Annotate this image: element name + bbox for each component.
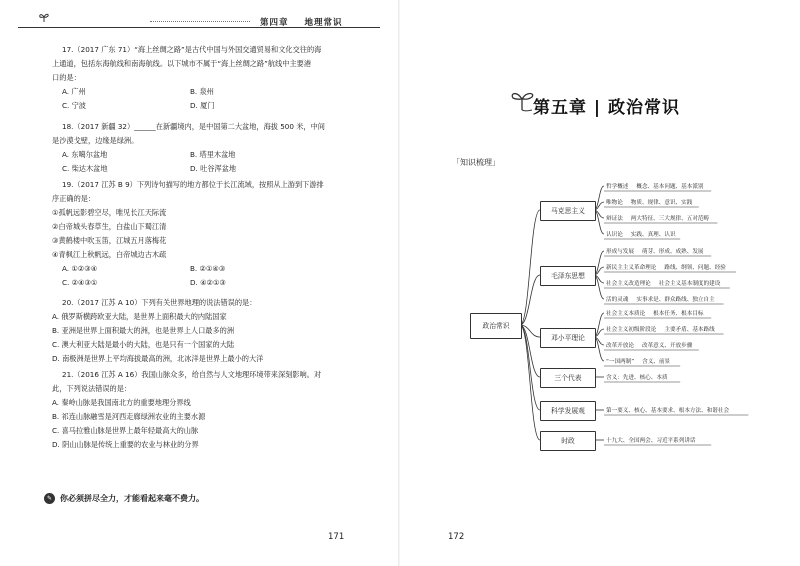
answer-option: C. ②④③①: [62, 278, 98, 287]
leaf-topic: 含义：先进、核心、本质: [606, 375, 668, 381]
mindmap-leaf: [606, 230, 684, 238]
section-title: 「知识梳理」: [452, 158, 500, 167]
bulb-icon: ✎: [44, 493, 55, 504]
leaf-topic: 新民主主义革命理论: [606, 265, 657, 271]
mindmap-branch: 马克思主义: [540, 201, 596, 221]
answer-option: B. ②①④③: [190, 264, 226, 273]
header-title: 地理常识: [304, 18, 343, 28]
mindmap-leaf: [606, 247, 712, 255]
question-line: 21.（2016 江苏 A 16）我国山脉众多，给自然与人文地理环境带来深刻影响。对: [62, 370, 322, 379]
mindmap-leaf: [606, 373, 676, 381]
mindmap-branch: 邓小平理论: [540, 328, 596, 348]
leaf-topic: 哲学概述: [606, 184, 629, 190]
question-line: D. 南极洲是世界上平均海拔最高的洲，北冰洋是世界上最小的大洋: [52, 354, 264, 363]
question-line: C. 喜马拉雅山脉是世界上最年轻最高大的山脉: [52, 426, 199, 435]
page-number-left: 171: [328, 532, 345, 542]
question-line: 19.（2017 江苏 B 9）下列诗句描写的地方都位于长江流域，按照从上游到下游排: [62, 180, 324, 189]
question-line: 17.（2017 广东 71）“海上丝绸之路”是古代中国与外国交通贸易和文化交往的海: [62, 45, 322, 54]
leaf-topic: 活的灵魂: [606, 297, 629, 303]
mindmap-branch: 时政: [540, 431, 596, 451]
answer-option: A. 广州: [62, 87, 86, 96]
leaf-detail: 路线、纲领、问题、经验: [664, 265, 726, 271]
question-line: 口的是：: [52, 73, 81, 82]
leaf-detail: 含义、前景: [642, 359, 671, 365]
right-page: [400, 0, 800, 566]
mindmap-leaf: [606, 182, 712, 190]
leaf-topic: “一国两制”: [606, 359, 635, 365]
question-line: 上通道，包括东海航线和南海航线。以下城市不属于“海上丝绸之路”航线中主要港: [52, 59, 312, 68]
answer-option: C. 宁波: [62, 101, 86, 110]
leaf-topic: 社会主义本质论: [606, 311, 646, 317]
leaf-topic: 改革开放论: [606, 343, 634, 349]
leaf-detail: 改革意义、开放步骤: [641, 343, 693, 349]
mindmap-leaf: [606, 436, 704, 444]
leaf-detail: 物质、规律、意识、实践: [630, 200, 693, 206]
mindmap-leaf: [606, 263, 734, 271]
leaf-detail: 萌芽、形成、成熟、发展: [641, 249, 704, 255]
question-line: B. 亚洲是世界上面积最大的洲，也是世界上人口最多的洲: [52, 326, 235, 335]
question-line: D. 阴山山脉是传统上重要的农业与林业的分界: [52, 440, 199, 449]
leaf-topic: 第一要义、核心、基本要求、根本方法、和谐社会: [606, 408, 730, 414]
leaf-detail: 根本任务、根本目标: [653, 311, 704, 317]
leaf-topic: 辩证法: [606, 216, 623, 222]
leaf-topic: 认识论: [606, 232, 623, 238]
leaf-topic: 社会主义改造理论: [606, 281, 651, 287]
answer-option: A. 东噶尔盆地: [62, 150, 108, 159]
question-line: B. 祁连山脉融雪是河西走廊绿洲农业的主要水源: [52, 412, 206, 421]
leaf-detail: 概念、基本问题、基本派别: [636, 184, 704, 190]
mindmap-branch: 科学发展观: [540, 401, 596, 421]
mindmap-leaf: [606, 309, 712, 317]
mindmap-leaf: [606, 406, 737, 414]
sprout-icon: [38, 11, 50, 23]
question-line: ④青枫江上秋帆远，白帝城边古木疏: [52, 250, 167, 259]
question-line: ②白帝城头春草生，白盐山下蜀江清: [52, 222, 167, 231]
answer-option: B. 塔里木盆地: [190, 150, 236, 159]
leaf-topic: 唯物论: [606, 200, 623, 206]
question-line: 此，下列说法错误的是：: [52, 384, 132, 393]
answer-option: A. ①②③④: [62, 264, 98, 273]
question-line: ①孤帆远影碧空尽，唯见长江天际流: [52, 208, 167, 217]
leaf-detail: 实事求是、群众路线、独立自主: [636, 297, 715, 303]
footer-motto: 你必须拼尽全力，才能看起来毫不费力。: [60, 494, 204, 503]
question-line: 是沙漠戈壁，边缘是绿洲。: [52, 136, 139, 145]
question-line: A. 秦岭山脉是我国南北方的重要地理分界线: [52, 398, 191, 407]
question-line: A. 俄罗斯横跨欧亚大陆，是世界上面积最大的内陆国家: [52, 312, 227, 321]
leaf-detail: 主要矛盾、基本路线: [664, 327, 715, 333]
leaf-topic: 形成与发展: [606, 249, 634, 255]
mindmap-leaf: [606, 295, 723, 303]
mindmap-leaf: [606, 325, 723, 333]
leaf-topic: 社会主义初级阶段论: [606, 327, 657, 333]
leaf-topic: 十九大、全国两会、习近平系列讲话: [606, 438, 696, 444]
answer-option: D. 厦门: [190, 101, 215, 110]
answer-option: D. ④②①③: [190, 278, 226, 287]
mindmap-branch: 三个代表: [540, 368, 596, 388]
question-line: 20.（2017 江苏 A 10）下列有关世界地理的说法错误的是：: [62, 298, 257, 307]
question-line: ③黄鹤楼中吹玉笛，江城五月落梅花: [52, 236, 167, 245]
mindmap-leaf: [606, 198, 700, 206]
answer-option: C. 柴达木盆地: [62, 164, 108, 173]
running-header: [260, 16, 355, 28]
mindmap-leaf: [606, 341, 700, 349]
mindmap-leaf: [606, 214, 717, 222]
question-line: 18.（2017 新疆 32）______在新疆境内，是中国第二大盆地，海拔 500 米，中间: [62, 122, 325, 131]
leaf-detail: 两大特征、三大规律、五对范畴: [630, 216, 710, 222]
mindmap-leaf: [606, 357, 678, 365]
answer-option: D. 吐谷浑盆地: [190, 164, 237, 173]
page-number-right: 172: [448, 532, 465, 542]
leaf-detail: 实践、真理、认识: [630, 232, 676, 238]
mindmap-branch: 毛泽东思想: [540, 266, 596, 286]
chapter-title: 第五章 | 政治常识: [533, 98, 681, 118]
answer-option: B. 泉州: [190, 87, 214, 96]
header-chapter: 第四章: [260, 18, 289, 28]
question-line: C. 澳大利亚大陆是最小的大陆，也是只有一个国家的大陆: [52, 340, 235, 349]
mindmap-connectors: [400, 0, 800, 566]
question-line: 序正确的是：: [52, 194, 96, 203]
mindmap-root: 政治常识: [470, 313, 522, 339]
leaf-detail: 社会主义基本制度的建设: [658, 281, 721, 287]
mindmap-leaf: [606, 279, 728, 287]
